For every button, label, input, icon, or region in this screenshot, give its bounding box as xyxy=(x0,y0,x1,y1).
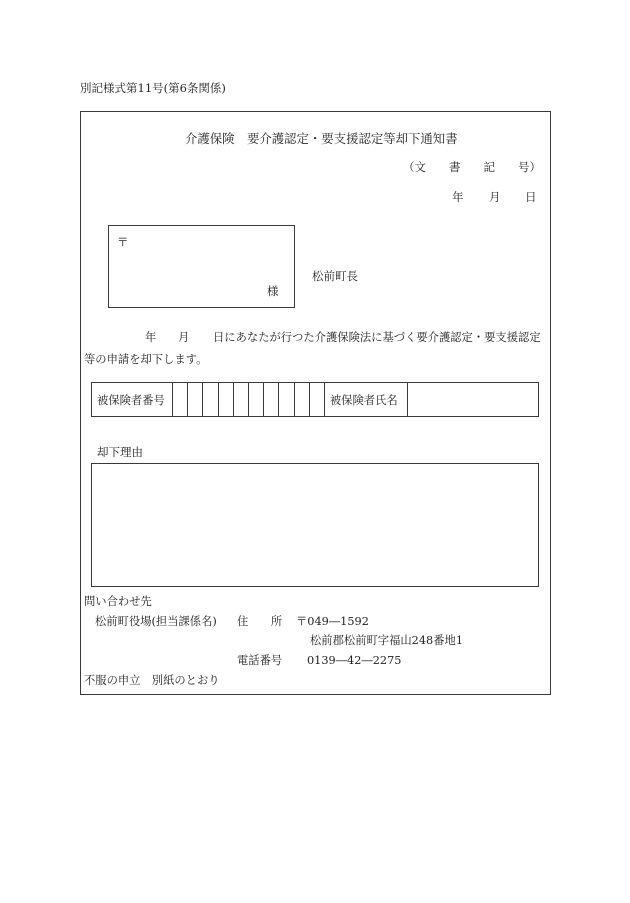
insured-name-value xyxy=(407,383,538,416)
insured-number-digit xyxy=(248,383,263,416)
insured-number-label: 被保険者番号 xyxy=(97,393,165,407)
appeal-notice: 不服の申立 別紙のとおり xyxy=(84,674,220,687)
recipient-honorific: 様 xyxy=(267,284,279,298)
issue-date-year: 年 xyxy=(452,190,464,204)
insured-number-digit xyxy=(172,383,187,416)
rejection-reason-box xyxy=(91,463,539,587)
insured-number-digit xyxy=(263,383,278,416)
document-number: （文 書 記 号） xyxy=(403,160,541,174)
issue-date-day: 日 xyxy=(525,190,537,204)
body-line-1: 日にあなたが行つた介護保険法に基づく要介護認定・要支援認定 xyxy=(213,331,541,344)
insured-number-digit xyxy=(294,383,309,416)
insured-number-digit xyxy=(187,383,202,416)
contact-postal-code: 〒049―1592 xyxy=(296,615,369,628)
insured-number-digit xyxy=(218,383,233,416)
insured-name-label: 被保険者氏名 xyxy=(324,383,407,416)
issue-date-month: 月 xyxy=(489,190,501,204)
postal-mark: 〒 xyxy=(117,235,129,249)
contact-heading: 問い合わせ先 xyxy=(84,595,152,608)
recipient-address-box xyxy=(108,225,295,308)
document-title: 介護保険 要介護認定・要支援認定等却下通知書 xyxy=(185,131,458,146)
contact-phone: 0139―42―2275 xyxy=(307,654,402,667)
contact-phone-label: 電話番号 xyxy=(237,654,283,667)
sender-name: 松前町長 xyxy=(312,269,358,283)
insured-number-digit xyxy=(202,383,217,416)
contact-address: 松前郡松前町字福山248番地1 xyxy=(310,634,464,647)
body-year: 年 xyxy=(145,331,157,344)
insured-person-table xyxy=(91,382,539,417)
body-line-2: 等の申請を却下します。 xyxy=(84,353,208,366)
contact-office: 松前町役場(担当課係名) xyxy=(95,615,217,628)
insured-number-digit xyxy=(233,383,248,416)
insured-number-digit xyxy=(309,383,324,416)
form-number: 別記様式第11号(第6条関係) xyxy=(80,81,226,95)
insured-number-digit xyxy=(278,383,293,416)
contact-address-label: 住 所 xyxy=(237,615,283,628)
body-month: 月 xyxy=(178,331,190,344)
rejection-reason-label: 却下理由 xyxy=(97,445,143,459)
